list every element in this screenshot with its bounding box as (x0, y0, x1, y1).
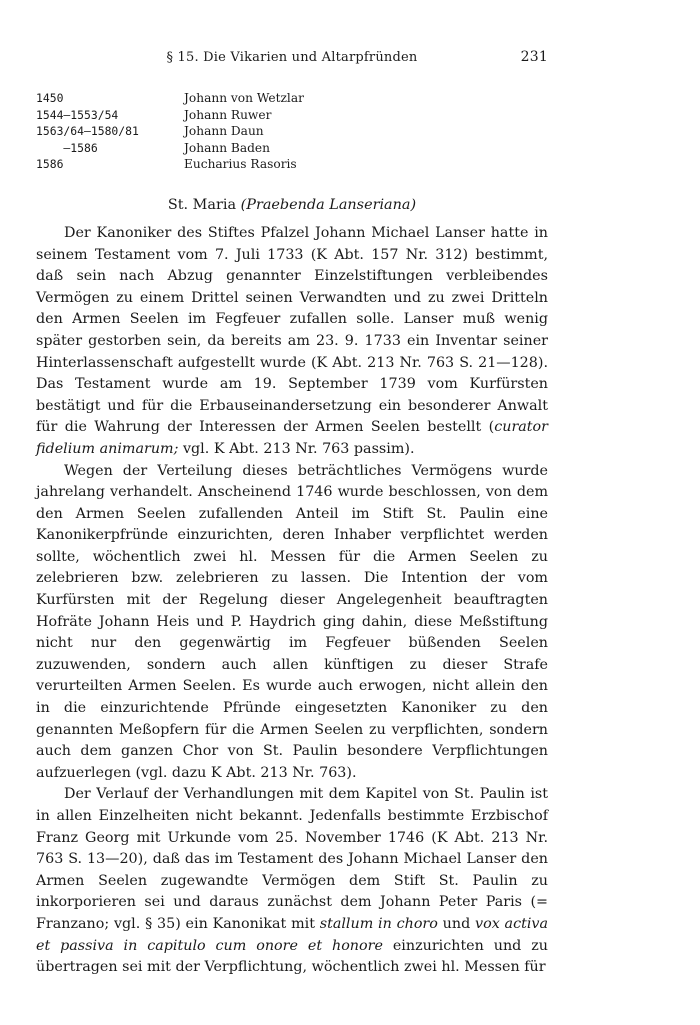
section-heading-plain: St. Maria (167, 196, 241, 213)
page-number: 231 (520, 49, 548, 65)
incumbent-name: Eucharius Rasoris (184, 157, 297, 172)
incumbent-name: Johann Daun (184, 124, 264, 139)
incumbent-name: Johann von Wetzlar (184, 91, 304, 105)
incumbent-list (36, 90, 548, 173)
book-page (36, 50, 548, 979)
body-paragraph (36, 784, 548, 978)
italic-phrase: stallum in choro (319, 915, 438, 932)
incumbent-date: —1586 (36, 140, 98, 155)
incumbent-name: Johann Ruwer (184, 107, 272, 122)
section-heading (36, 197, 548, 213)
incumbent-row (36, 107, 548, 124)
incumbent-row (36, 140, 548, 157)
text-run: vgl. K Abt. 213 Nr. 763 passim). (178, 440, 415, 457)
incumbent-date: 1544—1553/54 (36, 107, 119, 122)
body-text (36, 223, 548, 979)
body-paragraph (36, 223, 548, 461)
incumbent-name: Johann Baden (184, 140, 270, 155)
incumbent-date: 1450 (36, 91, 64, 105)
incumbent-row (36, 123, 548, 140)
text-run: Der Kanoniker des Stiftes Pfalzel Johann Michael Lanser hatte in seinem Testament vom 7. Juli 1733 (K Abt. 157 Nr. 312) bestimmt, daß sein nach Abzug genannter Einzelstiftungen verbleibendes Vermögen zu einem Drittel seinen Verwandten und zu zwei Dritteln den Armen Seelen im Fegfeuer zufallen solle. Lanser muß wenig später gestorben sein, da bereits am 23. 9. 1733 ein Inventar seiner Hinterlassenschaft aufgestellt wurde (K Abt. 213 Nr. 763 S. 21—128). Das Testament wurde am 19. September 1739 vom Kurfürsten bestätigt und für die Erbauseinandersetzung ein besonderer Anwalt für die Wahrung der Interessen der Armen Seelen bestellt ( (36, 224, 548, 436)
text-run: einzurichten und zu übertragen sei mit der Verpflichtung, wöchentlich zwei hl. Messen für (36, 937, 548, 976)
incumbent-row (36, 90, 548, 107)
incumbent-date: 1563/64—1580/81 (36, 124, 139, 139)
italic-phrase: curator fidelium animarum; (36, 419, 548, 457)
italic-phrase: vox activa et passiva in capitulo cum onore et honore (36, 915, 548, 954)
text-run: und (437, 915, 476, 932)
incumbent-date: 1586 (36, 157, 64, 172)
text-run: Der Verlauf der Verhandlungen mit dem Kapitel von St. Paulin ist in allen Einzelheiten nicht bekannt. Jedenfalls bestimmte Erzbischof Franz Georg mit Urkunde vom 25. November 1746 (K Abt. 213 Nr. 763 S. 13—20), daß das im Testament des Johann Michael Lanser den Armen Seelen zugewandte Vermögen dem Stift St. Paulin zu inkorporieren sei und daraus zunächst dem Johann Peter Paris (= Franzano; vgl. § 35) ein Kanonikat mit (36, 786, 548, 932)
section-heading-italic: (Praebenda Lanseriana) (240, 196, 417, 213)
text-run: Wegen der Verteilung dieses beträchtliches Vermögens wurde jahrelang verhandelt. Anscheinend 1746 wurde beschlossen, von dem den Armen Seelen zufallenden Anteil im Stift St. Paulin eine Kanonikerpfründe einzurichten, deren Inhaber verpflichtet werden sollte, wöchentlich zwei hl. Messen für die Armen Seelen zu zelebrieren bzw. zelebrieren zu lassen. Die Intention der vom Kurfürsten mit der Regelung dieser Angelegenheit beauftragten Hofräte Johann Heis und P. Haydrich ging dahin, diese Meßstiftung nicht nur den gegenwärtig im Fegfeuer büßenden Seelen zuzuwenden, sondern auch allen künftigen zu dieser Strafe verurteilten Armen Seelen. Es wurde auch erwogen, nicht allein den in die einzurichtende Pfründe eingesetzten Kanoniker zu den genannten Meßopfern für die Armen Seelen zu verpflichten, sondern auch dem ganzen Chor von St. Paulin besondere Verpflichtungen aufzuerlegen (vgl. dazu K Abt. 213 Nr. 763). (36, 462, 548, 781)
running-head (36, 50, 548, 72)
incumbent-row (36, 156, 548, 173)
running-head-title: § 15. Die Vikarien und Altarpfründen (166, 50, 418, 65)
body-paragraph (36, 461, 548, 785)
